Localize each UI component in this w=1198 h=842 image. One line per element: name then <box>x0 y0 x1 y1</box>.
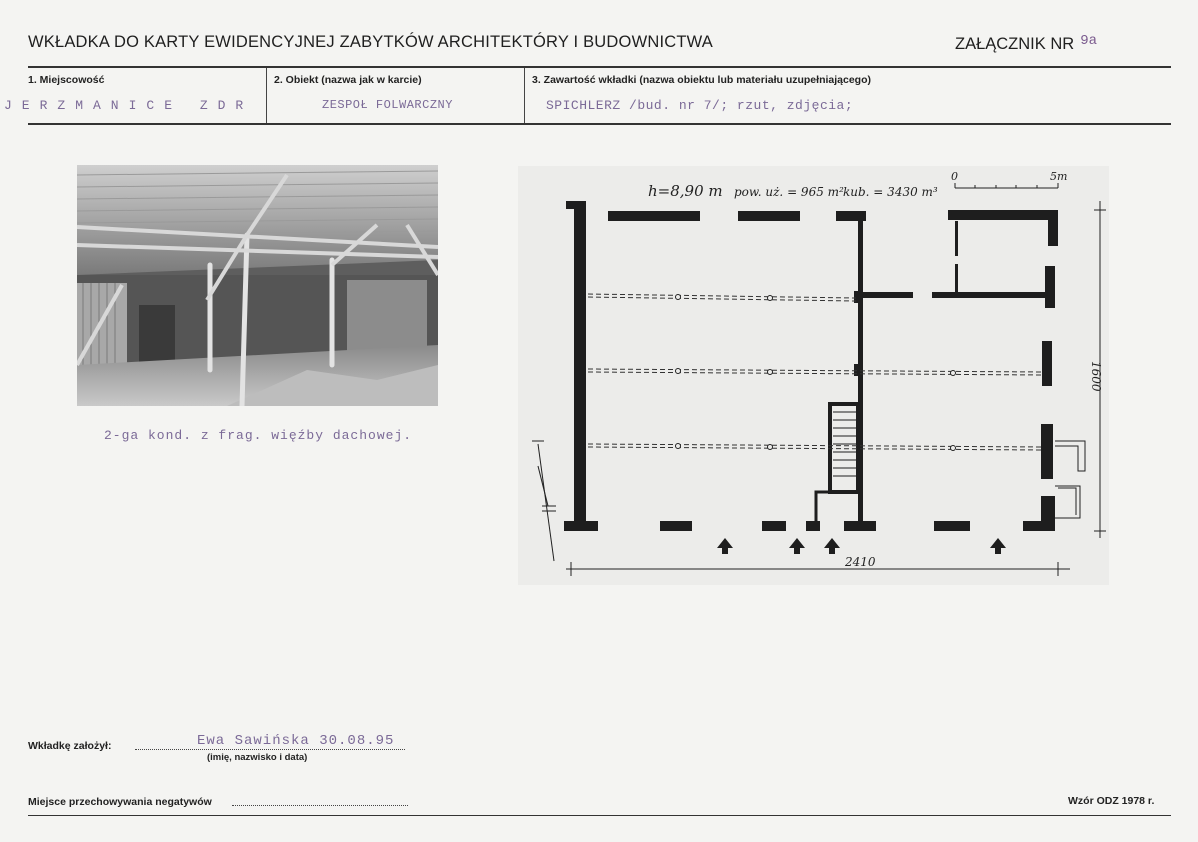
platforms <box>1055 441 1085 518</box>
negatives-label: Miejsce przechowywania negatywów <box>28 796 212 808</box>
photo-caption: 2-ga kond. z frag. więźby dachowej. <box>104 428 413 443</box>
floor-plan <box>518 166 1109 585</box>
contents-label: 3. Zawartość wkładki (nazwa obiektu lub materiału uzupełniającego) <box>532 74 871 86</box>
contents-value: SPICHLERZ /bud. nr 7/; rzut, zdjęcia; <box>546 98 854 113</box>
area-note: pow. uż. = 965 m² <box>734 185 844 199</box>
top-rule <box>28 66 1171 68</box>
width-dimension <box>566 562 1070 576</box>
annex-label <box>955 33 1097 54</box>
scale-end: 5m <box>1050 170 1068 183</box>
annex-label-text: ZAŁĄCZNIK NR <box>955 35 1075 53</box>
fields-bottom-rule <box>28 123 1171 125</box>
locality-value: JERZMANICE ZDR <box>4 98 254 113</box>
created-label: Wkładkę założył: <box>28 740 112 752</box>
created-line <box>135 749 405 750</box>
divider-1 <box>266 68 267 123</box>
beam-lines <box>588 294 1043 450</box>
form-title: WKŁADKA DO KARTY EWIDENCYJNEJ ZABYTKÓW ARCHITEKTÓRY I BUDOWNICTWA <box>28 33 714 51</box>
north-arrow-icon <box>532 441 556 561</box>
form-code: Wzór ODZ 1978 r. <box>1068 795 1155 807</box>
created-value: Ewa Sawińska 30.08.95 <box>197 733 395 749</box>
bottom-rule <box>28 815 1171 816</box>
negatives-line <box>232 805 408 806</box>
scale-bar <box>955 183 1058 188</box>
depth-dim-label: 1600 <box>1089 361 1103 392</box>
floor-plan-drawing <box>518 166 1109 585</box>
scale-zero: 0 <box>951 170 958 183</box>
attic-photo-drawing <box>77 165 438 406</box>
object-label: 2. Obiekt (nazwa jak w karcie) <box>274 74 422 86</box>
walls <box>564 201 1058 531</box>
divider-2 <box>524 68 525 123</box>
annex-number: 9a <box>1080 33 1097 49</box>
volume-note: kub. = 3430 m³ <box>843 185 938 199</box>
object-value: ZESPOŁ FOLWARCZNY <box>322 98 453 112</box>
created-note: (imię, nazwisko i data) <box>207 752 308 763</box>
height-note: h=8,90 m <box>648 182 723 200</box>
locality-label: 1. Miejscowość <box>28 74 105 86</box>
width-dim-label: 2410 <box>845 555 876 569</box>
entrance-arrows <box>717 538 1006 554</box>
attic-photo <box>77 165 438 406</box>
stairs <box>816 404 858 521</box>
